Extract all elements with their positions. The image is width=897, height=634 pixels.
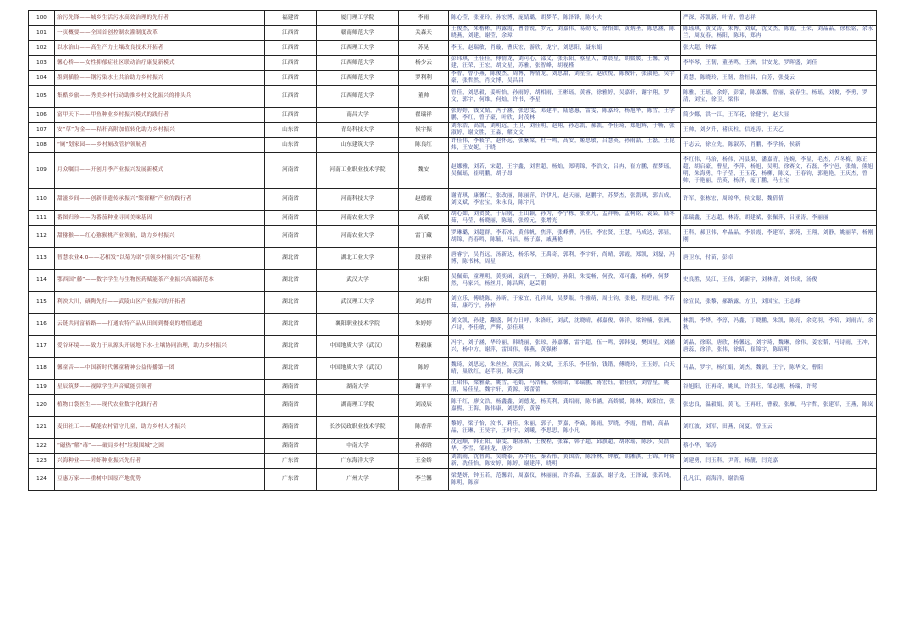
university-cell: 河南科技大学 xyxy=(317,189,399,211)
team-leader-cell: 翟瑞祥 xyxy=(399,108,449,123)
table-row xyxy=(29,469,877,491)
team-leader-cell: 王金娇 xyxy=(399,454,449,469)
table-row xyxy=(29,439,877,454)
row-number-cell: 124 xyxy=(29,469,55,491)
advisors-cell: 史良胜，吴江，王伟，刘新宇，刘林青，刘书成，汤俊 xyxy=(681,270,877,292)
advisors-cell: 刘红波，刘军，田燕，闵夏，曾玉云 xyxy=(681,417,877,439)
province-cell: 湖南省 xyxy=(265,380,317,395)
row-number-cell: 119 xyxy=(29,380,55,395)
province-cell: 湖北省 xyxy=(265,358,317,380)
project-table xyxy=(28,10,877,491)
province-cell: 河南省 xyxy=(265,211,317,226)
university-cell: 湖南大学 xyxy=(317,380,399,395)
advisors-cell: 刘建勇，闫玉科，尹菁，杨靓，闫竞嘉 xyxy=(681,454,877,469)
university-cell: 长沙民政职业技术学院 xyxy=(317,417,399,439)
advisors-cell: 张大超，钟霖 xyxy=(681,41,877,56)
province-cell: 湖南省 xyxy=(265,417,317,439)
team-members-cell: 张婷婷，钱文婧，冯子涵，张思雯，邓建平，陆恩惠，雷雯，陈嘉玲，杨旭华，陈雪，王学鹏，李红，曾子豪，叶欣，封茂林 xyxy=(449,108,681,123)
project-title-cell: 治污先锋——城乡生活污水高效治理的先行者 xyxy=(55,11,265,26)
project-title-cell: 智慧农业4.0——芯相发“以菊为诺”引领乡村振兴“芯”征程 xyxy=(55,248,265,270)
team-members-cell: 李智，曾小燕，陈俊杰，周博，博情龙，刘思甜，刘星莹，赵欣悦，陈俊轩，张淑艳，吴宇豪，张哲然，肖文博，吴昌昌 xyxy=(449,71,681,86)
table-row xyxy=(29,226,877,248)
team-members-cell: 谢青琪，康馨仁，张改丽，陈丽萍，许伊凡，赵天丽，赵鹏宇，苏梦杰，张凯琪，郭吉成，刘义斌，李宏宝，朱永良，陈宇凡 xyxy=(449,189,681,211)
table-row xyxy=(29,108,877,123)
team-leader-cell: 魏安 xyxy=(399,153,449,189)
row-number-cell: 104 xyxy=(29,71,55,86)
advisors-cell: 张忠良，温毅娟，黄飞，王再旺，曹毅，张雁，马宇哲，张建军，王燕，陈岚 xyxy=(681,395,877,417)
advisors-cell: 李毕琴，王韧，董圣鸣，王洲，甘安龙，罗晖盛，刘佳 xyxy=(681,56,877,71)
project-title-cell: 麦田社工——赋能农村留守儿童，助力乡村人才振兴 xyxy=(55,417,265,439)
project-title-cell: 星辰筑梦——视障学生声音赋能引领者 xyxy=(55,380,265,395)
project-title-cell: 一页概要——全国首创控制农灌制度改革 xyxy=(55,26,265,41)
team-leader-cell: 董帅 xyxy=(399,86,449,108)
team-leader-cell: 赵德霞 xyxy=(399,189,449,211)
province-cell: 江西省 xyxy=(265,41,317,56)
table-row xyxy=(29,26,877,41)
table-row xyxy=(29,153,877,189)
team-members-cell: 刘立乐，傅晓陈，孙昕，于家宜，孔祥凤，吴梦瓶，牛雅萌，周士钧，张艳，程思雨，李若茹，康巧宁，孙梓 xyxy=(449,292,681,314)
table-body xyxy=(29,11,877,491)
team-members-cell: 冯宇，刘子涵，华玲丽，韩晓丽，张琼，孙嘉馨，雷宇超，伍一鸣，郭韩曼，樊国星，刘涵兴，杨中方，谢萍，雷国伟，韩燕，黄强彬 xyxy=(449,336,681,358)
province-cell: 河南省 xyxy=(265,189,317,211)
advisors-cell: 李红伟，马治，杨伟，冯县果，潘嘉青，连婉，李显，毛杰，卢冬梅，陈正超，胡启豪，曹星，李萍，杨旭，吴明，徐赛文，石磊，李宁邑，张灿，熊旭明，朱海勇，牛子莹，王玉花，杨柳，陈义，王春钧，郭艳艳，王庆杰，曾帅，于艳丽，岳英，杨洋，庞丁鹏，马士宝 xyxy=(681,153,877,189)
team-leader-cell: 宋阳 xyxy=(399,270,449,292)
team-leader-cell: 苏晃 xyxy=(399,41,449,56)
province-cell: 湖南省 xyxy=(265,395,317,417)
project-title-cell: 月众嘱目——开创月季产业振兴发展新模式 xyxy=(55,153,265,189)
project-title-cell: 鄂西国“藤”——数字学生与生物医药赋能茶产业振兴高端新范本 xyxy=(55,270,265,292)
team-members-cell: 彭玮琪，王佳佳，傅情龙，刘可心，邵义，张乐阳，蔡星人，谭晨星，胡媛媛，王馨，刘建，汪荣，王宏，胡文星，苏雅，张智峰，胡视槿 xyxy=(449,56,681,71)
province-cell: 湖北省 xyxy=(265,336,317,358)
university-cell: 山东建筑大学 xyxy=(317,138,399,153)
project-title-cell: 馨童音——中国新时代馨童精神公益传播第一团 xyxy=(55,358,265,380)
table-row xyxy=(29,358,877,380)
advisors-cell: 陈雅，王瑶，余婷，彭蒙，陈嘉馨，曾丽，袁春生，杨瑶，刘俊，李勇，罗清，刘宝，徐卫，梁伟 xyxy=(681,86,877,108)
province-cell: 河南省 xyxy=(265,226,317,248)
team-members-cell: 沈冠顺，韩正阳，康雯，谢泳裕，王俊程，张霖，韩子超，邱旗超，胡冰瑶，陈莎，吴浩华，李雪，邹桂龙，唐沙 xyxy=(449,439,681,454)
team-leader-cell: 朱婷婷 xyxy=(399,314,449,336)
row-number-cell: 120 xyxy=(29,395,55,417)
team-members-cell: 赵娜雅，刘若，宋超，王宇鑫，刘世超，杨灿，郑明锦，李浩文，吕冉，崔方鹏，翟梦瑶，吴佩瑶，崔明鹏，胡子昂 xyxy=(449,153,681,189)
project-title-cell: 甜猕猴——红心猕猴桃产业领航，助力乡村振兴 xyxy=(55,226,265,248)
row-number-cell: 122 xyxy=(29,439,55,454)
team-leader-cell: 高斌 xyxy=(399,211,449,226)
advisors-cell: 王帅，刘夕升，褚庆柱，信连涛，王天乙 xyxy=(681,123,877,138)
row-number-cell: 113 xyxy=(29,248,55,270)
project-title-cell: 富甲天下——甲鱼种业乡村振兴模式的践行者 xyxy=(55,108,265,123)
advisors-cell: 于志云，徐立先，陈淑苏，肖鹏，李学扬，侯新 xyxy=(681,138,877,153)
team-members-cell: 李玉，赵瑞敏，肖璇，曹庆宏，游欣，龙宁，刘思阳，聂东娟 xyxy=(449,41,681,56)
row-number-cell: 114 xyxy=(29,270,55,292)
advisors-cell: 蔡小华，邹涛 xyxy=(681,439,877,454)
advisors-cell: 陈瑶琪，黄文涛，朱博，刘斌，沈文杰，陈霞，王荣，刘晶晶，徐松铭，余永兰，周友春，杨阳，陈玮，郑冉 xyxy=(681,26,877,41)
university-cell: 赣南师范大学 xyxy=(317,26,399,41)
row-number-cell: 111 xyxy=(29,211,55,226)
table-row xyxy=(29,41,877,56)
project-title-cell: 馨心桥——女性抑郁症社区联动治疗康复新模式 xyxy=(55,56,265,71)
university-cell: 河南农业大学 xyxy=(317,226,399,248)
team-members-cell: 许佳伟，李筱宇，赵怀远，张紫棠，杜一鸣，高安，姬思敏，吕慧英，孙雨喆，王磊，王昆炜，王安妮，于晓 xyxy=(449,138,681,153)
team-leader-cell: 谢平平 xyxy=(399,380,449,395)
advisors-cell: 谷旭阳，汪再奇，姚凤，许洪玉，邹志刚，杨瑞，许莺 xyxy=(681,380,877,395)
province-cell: 山东省 xyxy=(265,138,317,153)
team-members-cell: 黎婷，梁子怡，汝书，莉佳，朱丽，郭子，罗嘉，李焱，陈雨，罗晓，李霞，曾晴，高晶晶，汪琳，王昊宇，王叶宇，刘曦，李思思，陈小凡 xyxy=(449,417,681,439)
team-leader-cell: 侯宇振 xyxy=(399,123,449,138)
project-title-cell: 利泱大川，硒陶先行——武陵山区产业振兴的开拓者 xyxy=(55,292,265,314)
province-cell: 湖南省 xyxy=(265,439,317,454)
row-number-cell: 103 xyxy=(29,56,55,71)
province-cell: 江西省 xyxy=(265,86,317,108)
province-cell: 湖北省 xyxy=(265,248,317,270)
row-number-cell: 121 xyxy=(29,417,55,439)
project-title-cell: 墨到插脸——钢污染水土共治助力乡村振兴 xyxy=(55,71,265,86)
advisors-cell: 王科，郝卫伟，牟晶晶，李景霞，李建军，郭苑，王翔，刘静，姚丽苹，杨刚刚 xyxy=(681,226,877,248)
team-members-cell: 陈千红，廖文浩，杨鑫鑫，刘德龙，杨芙利，龚绍雨，陈书涵，高娇媛，陈林，欧阳宜，张嘉熙，王海，陈伟康，刘思婷，黄蓉 xyxy=(449,395,681,417)
team-members-cell: 刘东浩，高凯，刘明远，王卫，刘佳明，赵翔，孙志凯，郝凯，李佳琦，郑旭辉，于畅，张淑婷，谢文胜，王淼，解文文 xyxy=(449,123,681,138)
province-cell: 江西省 xyxy=(265,56,317,71)
university-cell: 河南农业大学 xyxy=(317,211,399,226)
row-number-cell: 123 xyxy=(29,454,55,469)
advisors-cell: 简少娜，洪一江，王军花，徐健宁，赵大显 xyxy=(681,108,877,123)
team-leader-cell: 关森天 xyxy=(399,26,449,41)
advisors-cell: 孔凡江，商海洋，谢浩菊 xyxy=(681,469,877,491)
university-cell: 江西理工大学 xyxy=(317,41,399,56)
university-cell: 江西师范大学 xyxy=(317,71,399,86)
team-leader-cell: 李雨 xyxy=(399,11,449,26)
province-cell: 福建省 xyxy=(265,11,317,26)
table-row xyxy=(29,314,877,336)
university-cell: 江西师范大学 xyxy=(317,86,399,108)
team-leader-cell: 陈婷 xyxy=(399,358,449,380)
team-leader-cell: 程毅康 xyxy=(399,336,449,358)
team-leader-cell: 孙依晗 xyxy=(399,439,449,454)
team-members-cell: 唐睿宁，吴肖远，汤新达，杨乐琴，王禹奇，郭利，李宇轩，尚晴，郭霞，郑凯，刘磊，冯博，陈书林，周星 xyxy=(449,248,681,270)
table-row xyxy=(29,248,877,270)
team-leader-cell: 罗利利 xyxy=(399,71,449,86)
table-row xyxy=(29,292,877,314)
university-cell: 厦门理工学院 xyxy=(317,11,399,26)
advisors-cell: 林凯，李烨，李淳，冯鑫，丁晓鹏，朱凯，陈亮，余竞羽，李培，刘雨吉，余秋 xyxy=(681,314,877,336)
project-title-cell: 集酷乡旅——秀美乡村行动助推乡村文化振兴的排头兵 xyxy=(55,86,265,108)
table-row xyxy=(29,86,877,108)
province-cell: 河南省 xyxy=(265,153,317,189)
project-title-cell: 爱谷环境——致力于从源头开展地下水-土壤协同治理，助力乡村振兴 xyxy=(55,336,265,358)
team-members-cell: 陈心莹，张亚玲，孙宏博，庞婧璐，胡梦芊，陈泽锋，陈小夫 xyxy=(449,11,681,26)
project-title-cell: 豆惠万家——重树中国原产地优势 xyxy=(55,469,265,491)
university-cell: 湖南理工学院 xyxy=(317,395,399,417)
table-row xyxy=(29,380,877,395)
team-members-cell: 曾佳，刘思毅，姜听怡，孙雨婷，胡相雨，王彬瑶，黄睿，徐雅婷，吴嘉轩，谢宇翔，罗文，郭宇，何维，何灿，许书，李星 xyxy=(449,86,681,108)
province-cell: 江西省 xyxy=(265,108,317,123)
team-leader-cell: 刘凌辰 xyxy=(399,395,449,417)
team-members-cell: 吴佩茹，童理明，黄奕函，袁润一，王婉婷，孙阳，朱雯畅，何孜，邓可鑫，杨峥，何梦然，马家兴，杨丝月，陈昌辉，赵芸朝 xyxy=(449,270,681,292)
row-number-cell: 116 xyxy=(29,314,55,336)
advisors-cell: 刘晶，徐昭，唐欣，杨馨远，刘宇琦，魏琳，徐伟，姜宏韬，马诗雨，王冲，唐蕊，徐洋，张伟，徐昭，崔锦宇，陈昭明 xyxy=(681,336,877,358)
table-row xyxy=(29,417,877,439)
table-row xyxy=(29,138,877,153)
university-cell: 武汉理工大学 xyxy=(317,292,399,314)
province-cell: 湖北省 xyxy=(265,292,317,314)
row-number-cell: 105 xyxy=(29,86,55,108)
table-row xyxy=(29,336,877,358)
project-title-cell: 兴海种业——对虾种业振兴先行者 xyxy=(55,454,265,469)
team-leader-cell: 陈良红 xyxy=(399,138,449,153)
table-row xyxy=(29,211,877,226)
table-row xyxy=(29,71,877,86)
document-page xyxy=(28,10,876,491)
province-cell: 山东省 xyxy=(265,123,317,138)
university-cell: 广州大学 xyxy=(317,469,399,491)
row-number-cell: 110 xyxy=(29,189,55,211)
team-members-cell: 刘凯雨，沈智鸿，吴晓泰，苏宇佳，秦若彤，黄国浩，陈泽林，钟敏，胡湘淇，王锦，叶倚新，冼佳怡，陈安婷，陈婷，谢建萍，晓明 xyxy=(449,454,681,469)
team-members-cell: 罗琳璐，刘超群，李若冰，黄伟帆，焦萍，张峰骅，冯佳，李宏贤，王慧，马成达，郭显，胡锦，肖春鸣，陈毓，马洁，杨子嘉，戚燕艳 xyxy=(449,226,681,248)
row-number-cell: 108 xyxy=(29,138,55,153)
table-row xyxy=(29,270,877,292)
project-title-cell: “磁热”解“毒”——破局乡村“垃圾围城”之困 xyxy=(55,439,265,454)
project-title-cell: 安“草”为金——秸秆高附加值转化助力乡村振兴 xyxy=(55,123,265,138)
row-number-cell: 106 xyxy=(29,108,55,123)
row-number-cell: 109 xyxy=(29,153,55,189)
team-leader-cell: 段亚祥 xyxy=(399,248,449,270)
team-members-cell: 魏琦，刘思远，朱丝丝，黄凯云，陈文斌，王乐乐，李佳怡，钱锴，傅晓玲，王玉婷，白天晴，巢欣红，赵芊羽，陈元澍 xyxy=(449,358,681,380)
team-members-cell: 王珺伟，梁雅豪，姚雪，毛娟，马浩楠，蔡雨诺，邹瑞鹏，蒋宏钰，翟佳欣，刘曾星，姚朋，易佳星，魏宇轩，黄源，郑蕾蕾 xyxy=(449,380,681,395)
project-title-cell: 甜滋乡间——创新非遗传承振兴“梨膏糖”产业的践行者 xyxy=(55,189,265,211)
university-cell: 湖北工业大学 xyxy=(317,248,399,270)
university-cell: 广东海洋大学 xyxy=(317,454,399,469)
project-title-cell: 番图归珍——为番茄种业寻回美味基因 xyxy=(55,211,265,226)
table-row xyxy=(29,123,877,138)
advisors-cell: 严深，苏凯新，叶青，曾志祥 xyxy=(681,11,877,26)
university-cell: 青岛科技大学 xyxy=(317,123,399,138)
project-title-cell: “厕”划家园——乡村厕改管护领航者 xyxy=(55,138,265,153)
province-cell: 广东省 xyxy=(265,469,317,491)
province-cell: 江西省 xyxy=(265,26,317,41)
row-number-cell: 107 xyxy=(29,123,55,138)
province-cell: 湖北省 xyxy=(265,314,317,336)
team-members-cell: 王俊杰，朱楷彬，冉露霞，曹晋锐，罗元，刘嘉伟，易勋飞，徐怡如，黄炳圣，陈思涵，陈晓燕，刘建，谢莹，余璋 xyxy=(449,26,681,41)
row-number-cell: 117 xyxy=(29,336,55,358)
project-title-cell: 云链共同富裕路——打通农特产品从田间到餐桌的增值通道 xyxy=(55,314,265,336)
university-cell: 中国地质大学（武汉） xyxy=(317,336,399,358)
table-row xyxy=(29,11,877,26)
project-title-cell: 植物口袋医生——现代农业数字化践行者 xyxy=(55,395,265,417)
table-row xyxy=(29,395,877,417)
university-cell: 襄阳职业技术学院 xyxy=(317,314,399,336)
team-members-cell: 刘文凯，孙建，翻盛，阿力日呼，朱洛旺，刘武，沈晓晴，郝嘉俊，韩洋，梁钟楠，张洲，卢诗，李佳敏，严辉，彭佳琪 xyxy=(449,314,681,336)
university-cell: 中南大学 xyxy=(317,439,399,454)
row-number-cell: 101 xyxy=(29,26,55,41)
team-leader-cell: 陈香萍 xyxy=(399,417,449,439)
team-leader-cell: 雷丁藏 xyxy=(399,226,449,248)
advisors-cell: 黄慧，陈晓玲，王韧，詹恒昌，白芳，张曼云 xyxy=(681,71,877,86)
advisors-cell: 邵瑞鑫，王志超，林涛，胡建斌，张佩萍，吕亚涛，李丽丽 xyxy=(681,211,877,226)
table-row xyxy=(29,454,877,469)
row-number-cell: 112 xyxy=(29,226,55,248)
team-members-cell: 梁楚妍，钟玉若，范馨岩，周嘉仪，林丽丽，许乔森，王嘉嘉，谢子龙，王泽诚，张若纯，陈明，陈彦 xyxy=(449,469,681,491)
university-cell: 江西师范大学 xyxy=(317,56,399,71)
advisors-cell: 马晶，罗宇，杨红娟，刘杰，魏润，王宁，陈华文，曹阳 xyxy=(681,358,877,380)
university-cell: 河南工业职业技术学院 xyxy=(317,153,399,189)
row-number-cell: 102 xyxy=(29,41,55,56)
team-members-cell: 胡心如，刘贺贤，于启航，王山颖，孙为，李宁栋，张亚凡，孟祥畅，孟柯铭，袁枭，陆冬茹，马莹，杨晓丽，陈瑶，张煌元，张增光 xyxy=(449,211,681,226)
row-number-cell: 115 xyxy=(29,292,55,314)
advisors-cell: 许军，张栋宏，周琼华，侯文聪，魏倩倩 xyxy=(681,189,877,211)
province-cell: 江西省 xyxy=(265,71,317,86)
table-row xyxy=(29,189,877,211)
province-cell: 湖北省 xyxy=(265,270,317,292)
advisors-cell: 徐宣民，张黎，郝路露，方卫，刘国宝，王志峰 xyxy=(681,292,877,314)
team-leader-cell: 刘志哲 xyxy=(399,292,449,314)
university-cell: 中国地质大学（武汉） xyxy=(317,358,399,380)
team-leader-cell: 李兰馨 xyxy=(399,469,449,491)
table-row xyxy=(29,56,877,71)
row-number-cell: 100 xyxy=(29,11,55,26)
advisors-cell: 唐卫东，付苗，彭卓 xyxy=(681,248,877,270)
project-title-cell: 以水治山——高生产力土壤改良技术开拓者 xyxy=(55,41,265,56)
university-cell: 南昌大学 xyxy=(317,108,399,123)
university-cell: 武汉大学 xyxy=(317,270,399,292)
row-number-cell: 118 xyxy=(29,358,55,380)
province-cell: 广东省 xyxy=(265,454,317,469)
team-leader-cell: 杨少云 xyxy=(399,56,449,71)
